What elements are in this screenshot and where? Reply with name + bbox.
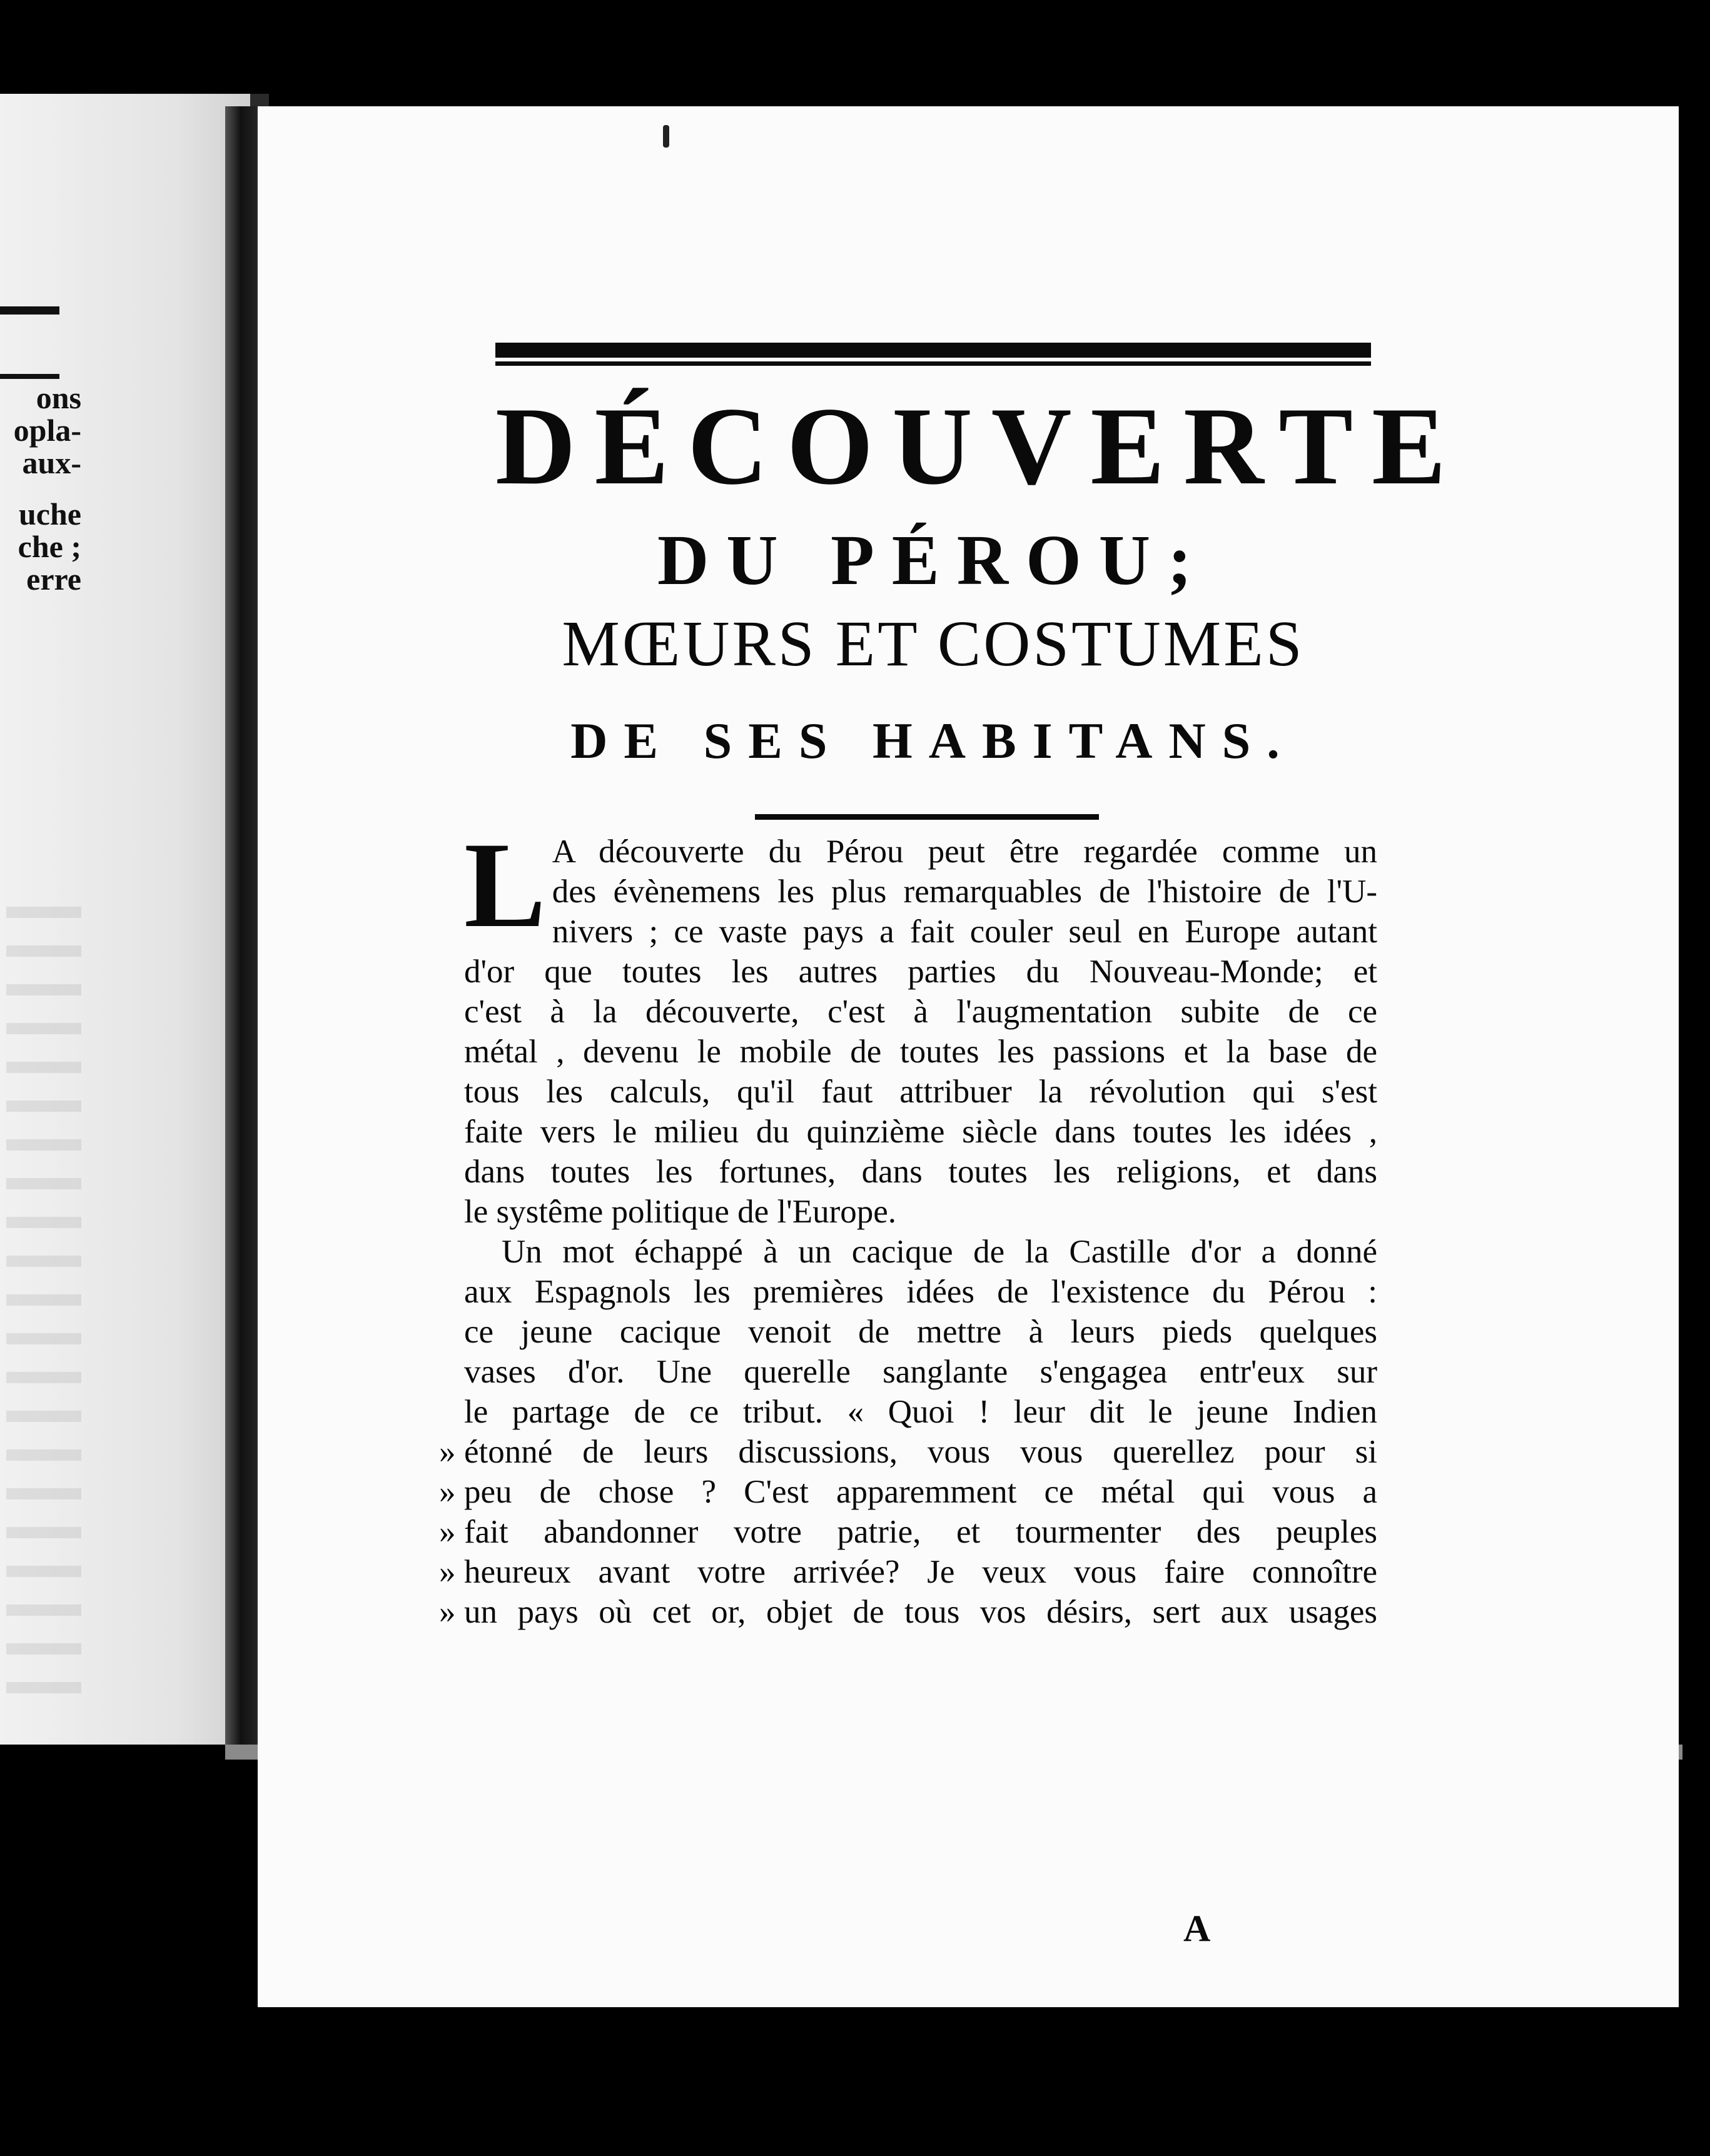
text-line: faite vers le milieu du quinzième siècle dans toutes les idées , [464,1114,1377,1150]
title-line-2: DU PÉROU; [657,520,1210,600]
quote-line [439,1552,1377,1592]
quote-line [439,1432,1377,1472]
drop-cap: L [464,817,546,953]
text-line: métal , devenu le mobile de toutes les passions et la base de [464,1034,1377,1070]
quote-line [439,1472,1377,1512]
quote-mark: » [439,1554,456,1590]
left-fragment: erre [26,562,81,597]
text-line: d'or que toutes les autres parties du Nouveau-Monde; et [464,954,1377,990]
text-line: vases d'or. Une querelle sanglante s'engagea entr'eux sur [464,1354,1377,1390]
paragraph-2 [439,1232,1377,1632]
left-fragment: che ; [18,529,81,564]
text-line: A découverte du Pérou peut être regardée comme un [552,834,1377,870]
paragraph-1 [464,817,1377,1232]
header-rule-thin [495,361,1371,366]
text-line: c'est à la découverte, c'est à l'augmentation subite de ce [464,994,1377,1030]
quote-line [439,1592,1377,1632]
text-line: le systême politique de l'Europe. [464,1194,897,1230]
left-page-fragments [0,381,81,595]
left-page-bleed [6,907,81,1720]
quote-text: heureux avant votre arrivée? Je veux vous faire connoître [464,1554,1377,1590]
quote-mark: » [439,1514,456,1550]
title-line-4: DE SES HABITANS. [570,712,1296,769]
text-line: ce jeune cacique venoit de mettre à leurs pieds quelques [464,1314,1377,1350]
left-fragment: ons [36,380,81,415]
body-text [439,817,1377,1632]
right-page [258,106,1679,2007]
text-line: nivers ; ce vaste pays a fait couler seul en Europe autant [552,914,1377,950]
left-fragment: uche [19,496,81,531]
title-rule [755,814,1099,820]
header-rule-thick [495,343,1371,358]
left-fragment: aux- [22,445,81,480]
quote-text: peu de chose ? C'est apparemment ce métal qui vous a [464,1474,1377,1510]
text-line: tous les calculs, qu'il faut attribuer la révolution qui s'est [464,1074,1377,1110]
text-line: Un mot échappé à un cacique de la Castille d'or a donné [502,1234,1377,1270]
left-fragment: opla- [13,413,81,448]
left-page-rule [0,374,59,379]
title-line-3: MŒURS ET COSTUMES [562,608,1305,680]
title-line-1: DÉCOUVERTE [495,384,1465,508]
quote-text: fait abandonner votre patrie, et tourmenter des peuples [464,1514,1377,1550]
text-line: le partage de ce tribut. « Quoi ! leur dit le jeune Indien [464,1394,1377,1430]
quote-mark: » [439,1594,456,1630]
text-line: aux Espagnols les premières idées de l'existence du Pérou : [464,1274,1377,1310]
left-page-rule [0,306,59,315]
quote-line [439,1512,1377,1552]
quote-text: étonné de leurs discussions, vous vous querellez pour si [464,1434,1377,1470]
ink-mark [663,125,669,148]
quote-mark: » [439,1474,456,1510]
book-spine [225,106,256,1745]
text-line: dans toutes les fortunes, dans toutes les religions, et dans [464,1154,1377,1190]
signature-mark: A [1183,1908,1211,1949]
quote-text: un pays où cet or, objet de tous vos désirs, sert aux usages [464,1594,1377,1630]
text-line: des évènemens les plus remarquables de l'histoire de l'U- [552,874,1377,910]
quote-mark: » [439,1434,456,1470]
